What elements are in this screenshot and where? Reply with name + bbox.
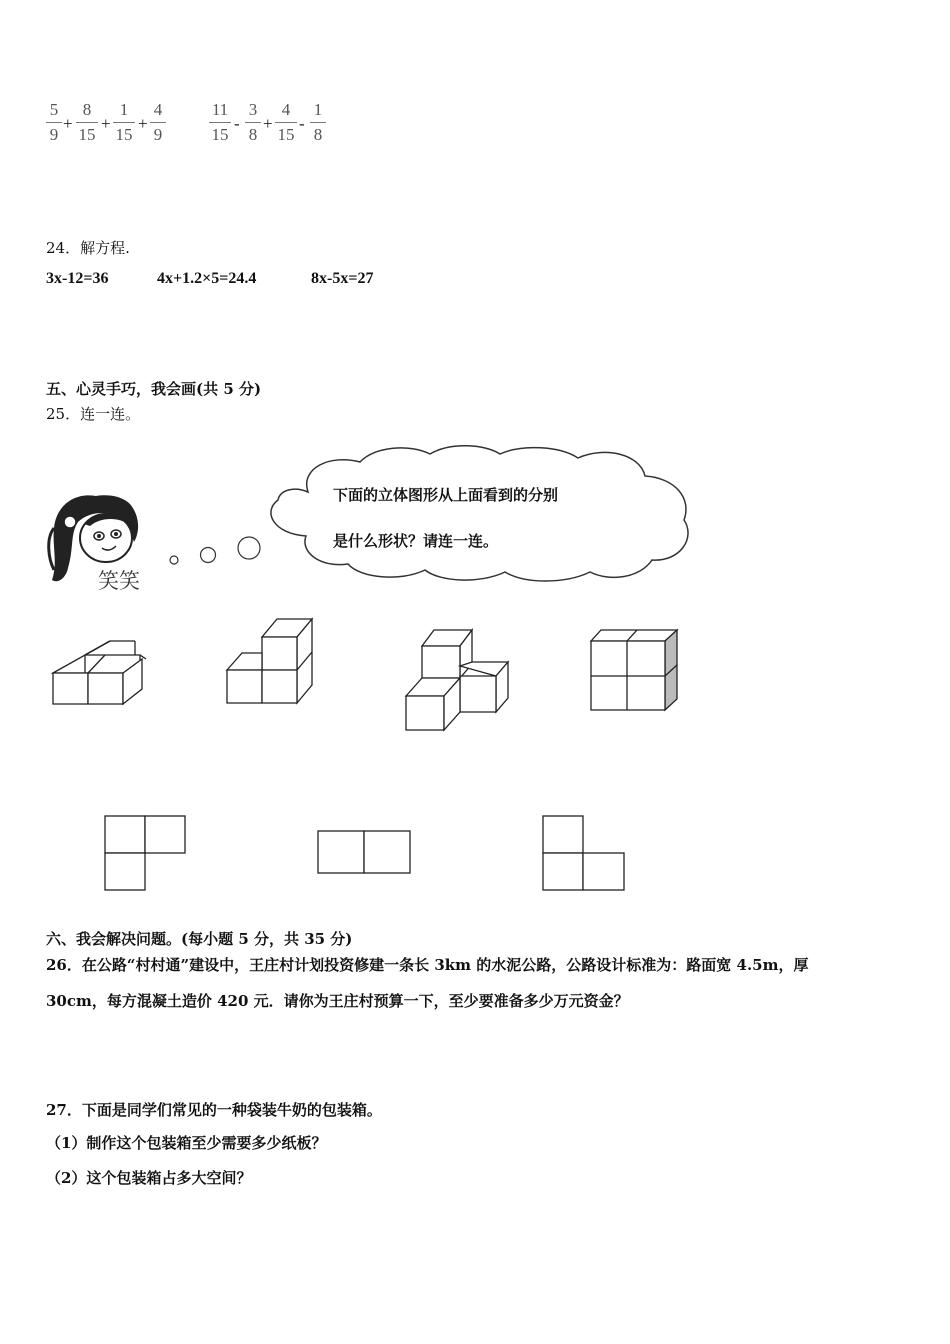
denominator: 9 [49, 125, 59, 144]
plan-view-shape-1 [103, 814, 189, 894]
question-27-part-1: （1）制作这个包装箱至少需要多少纸板？ [46, 1134, 327, 1152]
plan-view-shape-2 [316, 829, 416, 877]
question-26-line-1: 26．在公路“村村通”建设中，王庄村计划投资修建一条长 3km 的水泥公路，公路设计标准为：路面宽 4.5m，厚 [46, 956, 809, 974]
operator: + [63, 114, 73, 133]
solid-figure-3 [402, 626, 512, 734]
solid-figure-4 [587, 627, 683, 715]
fraction: 11 15 [209, 101, 231, 144]
numerator: 5 [49, 100, 59, 119]
cloud-text-line-1: 下面的立体图形从上面看到的分别 [333, 486, 559, 504]
operator: + [138, 114, 148, 133]
section-6-heading: 六、我会解决问题。(每小题 5 分，共 35 分) [46, 930, 353, 948]
fraction [46, 101, 62, 144]
question-25-title: 25．连一连。 [46, 405, 141, 423]
plan-view-shape-3 [541, 814, 631, 894]
section-5-heading: 五、心灵手巧，我会画(共 5 分) [46, 380, 262, 398]
fraction: 3 8 [245, 101, 261, 144]
fraction: 1 15 [113, 101, 135, 144]
fraction: 4 15 [275, 101, 297, 144]
thought-bubbles [165, 530, 265, 570]
fraction: 1 8 [310, 101, 326, 144]
question-24-title: 24．解方程. [46, 239, 130, 257]
equation-3: 8x-5x=27 [311, 270, 374, 287]
fraction: 4 9 [150, 101, 166, 144]
operator: + [263, 114, 273, 133]
question-27-title: 27．下面是同学们常见的一种袋装牛奶的包装箱。 [46, 1101, 382, 1119]
operator: + [101, 114, 111, 133]
equation-1: 3x-12=36 [46, 270, 109, 287]
equation-2: 4x+1.2×5=24.4 [157, 270, 257, 287]
operator: - [234, 114, 240, 133]
question-26-line-2: 30cm，每方混凝土造价 420 元．请你为王庄村预算一下，至少要准备多少万元资金？ [46, 992, 629, 1010]
cloud-text-line-2: 是什么形状？请连一连。 [333, 532, 499, 550]
question-27-part-2: （2）这个包装箱占多大空间？ [46, 1169, 252, 1187]
solid-figure-1 [50, 637, 150, 709]
character-label: 笑笑 [98, 569, 140, 593]
operator: - [299, 114, 305, 133]
speech-cloud [260, 440, 696, 585]
fraction: 8 15 [76, 101, 98, 144]
solid-figure-2 [224, 615, 324, 707]
